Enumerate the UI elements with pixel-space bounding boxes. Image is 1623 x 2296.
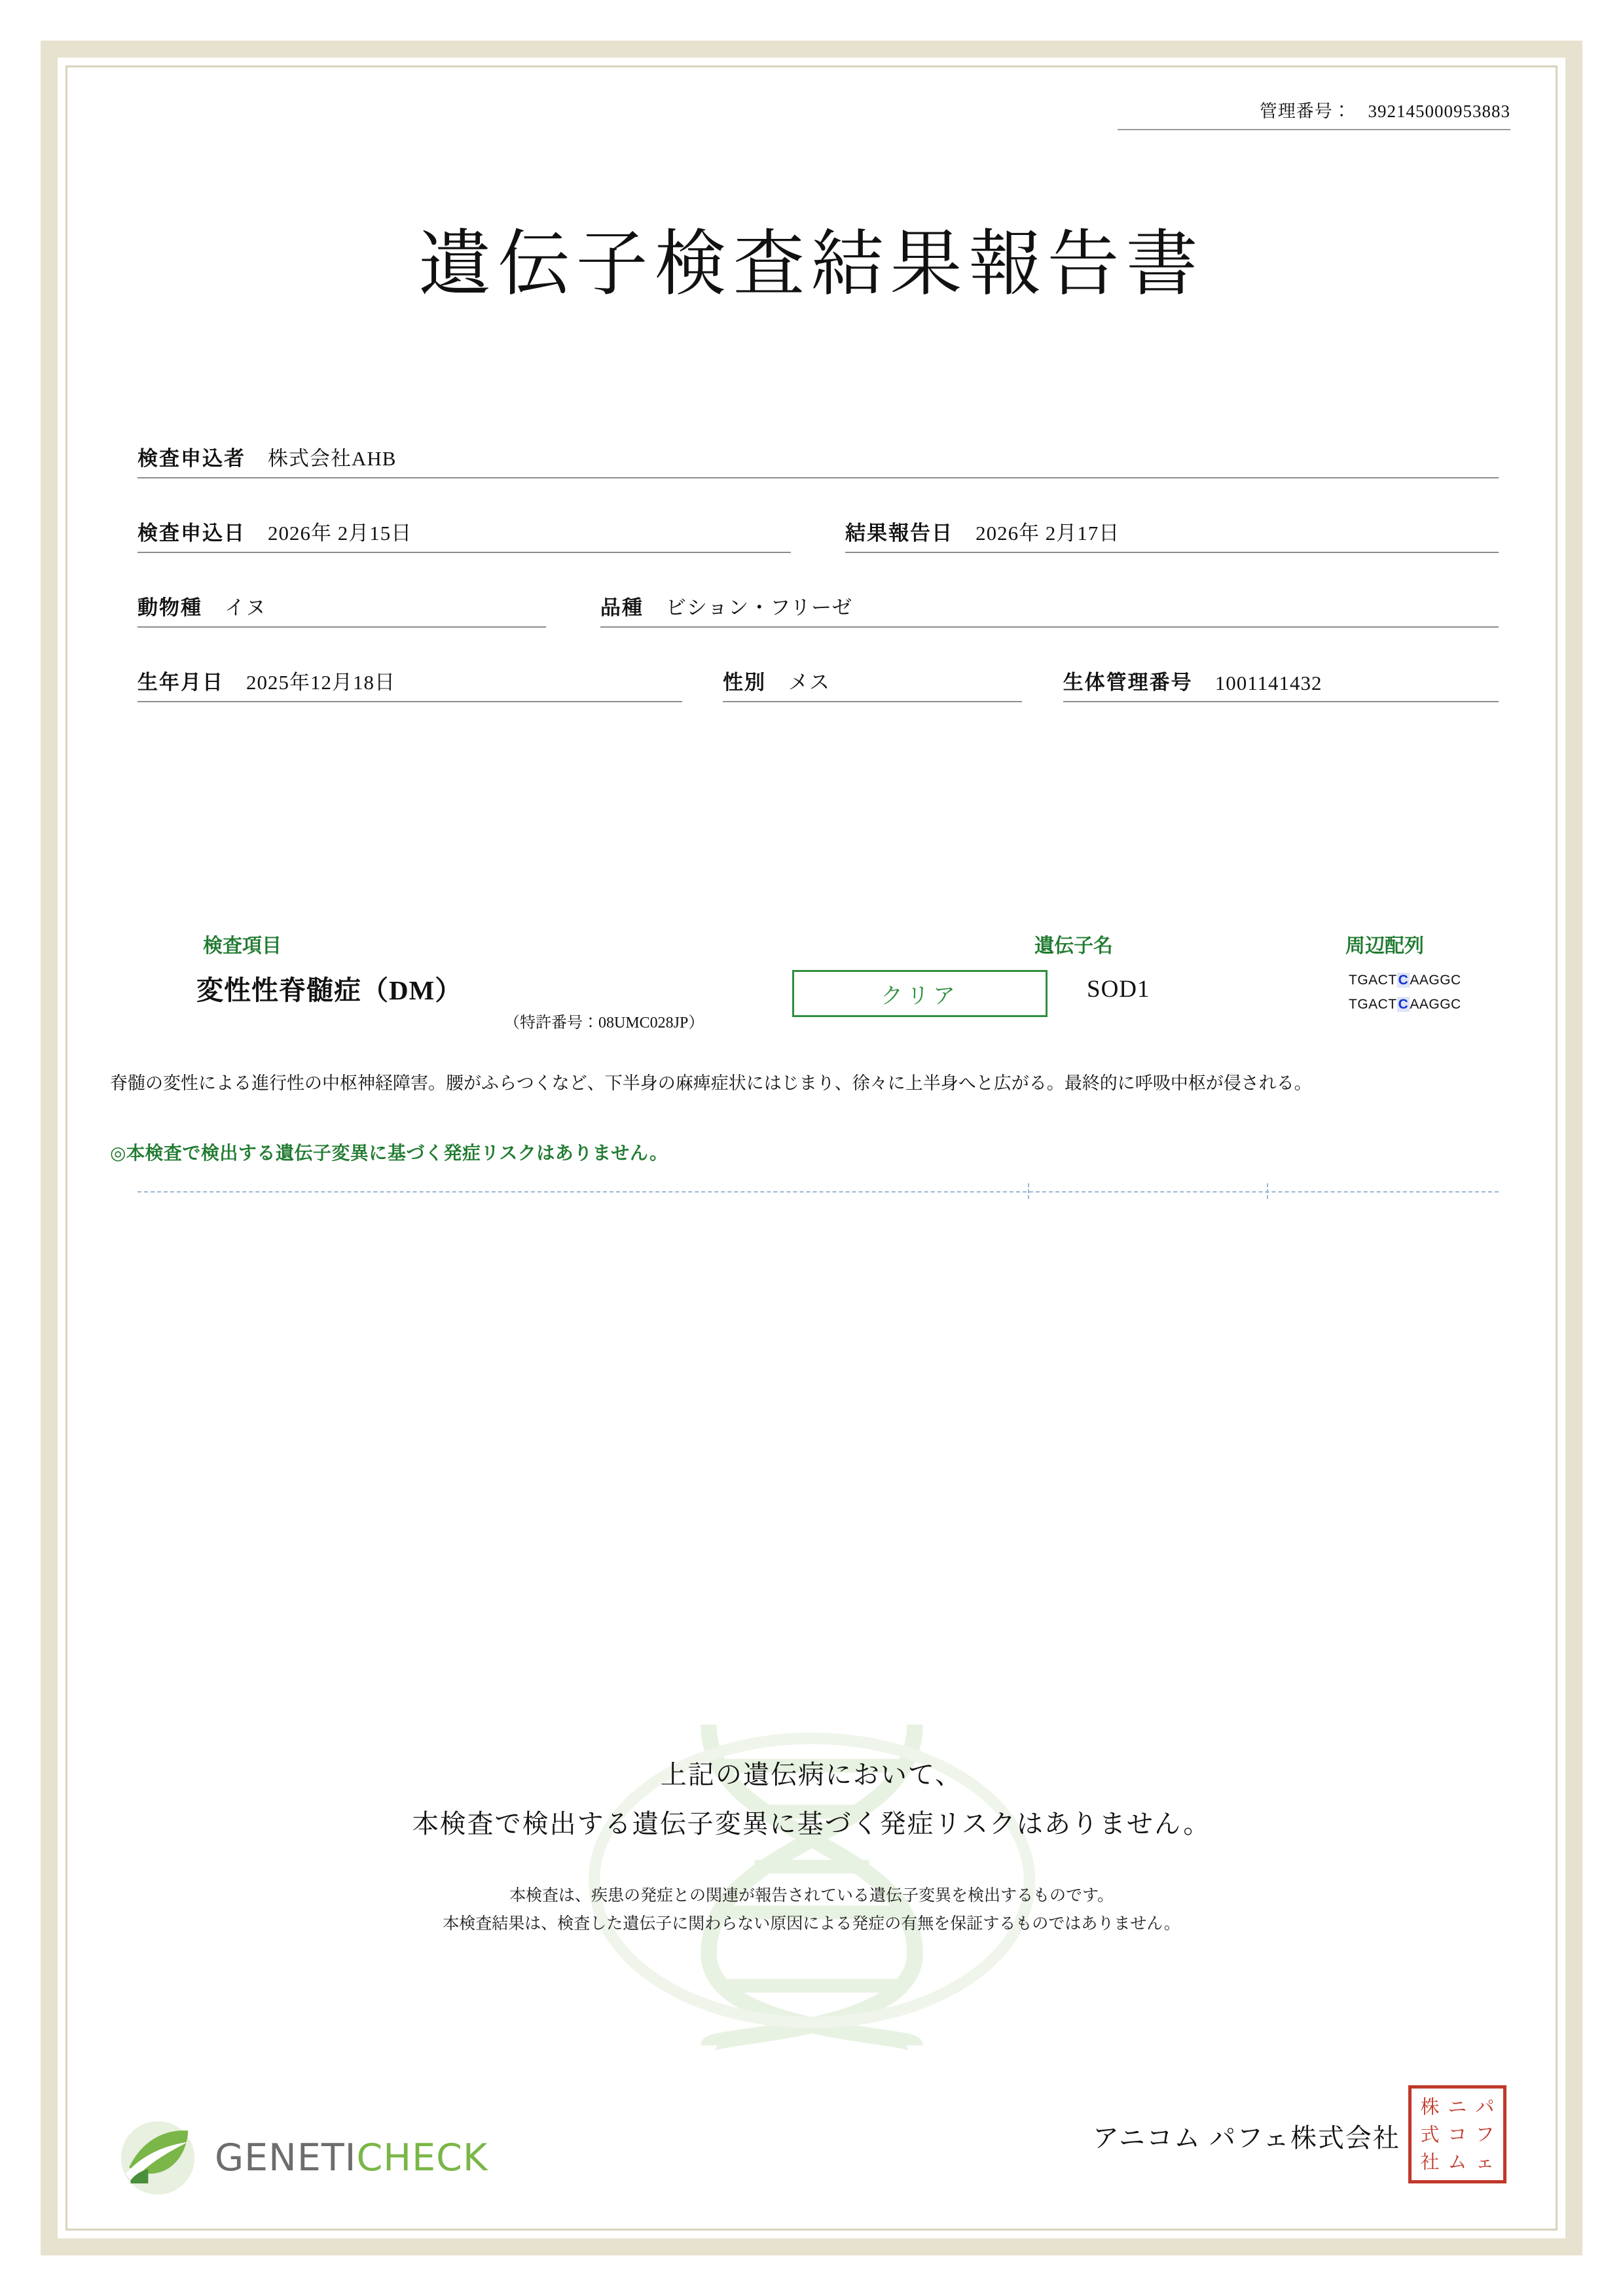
info-section bbox=[137, 442, 1499, 740]
document-content bbox=[98, 79, 1525, 2217]
seal-column-2 bbox=[1444, 2093, 1471, 2176]
seal-char-3-2: 式 bbox=[1420, 2123, 1440, 2145]
risk-note: ◎本検査で検出する遺伝子変異に基づく発症リスクはありません。 bbox=[110, 1143, 668, 1164]
seal-char-3-3: 社 bbox=[1420, 2150, 1440, 2173]
control-number-label: 管理番号： bbox=[1259, 101, 1351, 121]
control-number-value: 392145000953883 bbox=[1368, 101, 1510, 121]
leaf-logo-icon bbox=[118, 2118, 198, 2198]
disclaimer-line-1: 本検査は、疾患の発症との関連が報告されている遺伝子変異を検出するものです。 bbox=[509, 1886, 1114, 1905]
disclaimer-block bbox=[98, 1882, 1525, 1937]
seal-char-1-3: ェ bbox=[1475, 2150, 1495, 2173]
species-label: 動物種 bbox=[137, 596, 202, 619]
applicant-label: 検査申込者 bbox=[137, 447, 246, 470]
report-date-label: 結果報告日 bbox=[845, 522, 954, 545]
disclaimer-line-2: 本検査結果は、検査した遺伝子に関わらない原因による発症の有無を保証するものではありません。 bbox=[443, 1913, 1180, 1933]
header-test-item: 検査項目 bbox=[203, 935, 282, 957]
row-divider bbox=[137, 1191, 1499, 1193]
disease-name: 変性性脊髄症（DM） bbox=[196, 975, 463, 1005]
seal-char-2-1: ニ bbox=[1448, 2095, 1467, 2118]
field-applicant bbox=[137, 442, 1499, 478]
field-birthdate bbox=[137, 666, 682, 702]
divider-tick-2 bbox=[1267, 1183, 1268, 1199]
species-value: イヌ bbox=[225, 596, 266, 619]
summary-line-2: 本検査で検出する遺伝子変異に基づく発症リスクはありません。 bbox=[412, 1809, 1211, 1839]
birthdate-label: 生年月日 bbox=[137, 671, 224, 694]
info-row-dates bbox=[137, 516, 1499, 553]
info-row-identity bbox=[137, 666, 1499, 702]
summary-line-1: 上記の遺伝病において、 bbox=[660, 1760, 963, 1790]
sequence-suffix-1: AAGGC bbox=[1410, 973, 1461, 988]
breed-label: 品種 bbox=[600, 596, 644, 619]
seal-column-1 bbox=[1471, 2093, 1499, 2176]
header-gene-name: 遺伝子名 bbox=[1034, 935, 1113, 957]
result-status-text: クリア bbox=[881, 984, 959, 1009]
seal-char-1-1: パ bbox=[1475, 2095, 1495, 2118]
company-name: アニコム パフェ株式会社 bbox=[1093, 2123, 1400, 2153]
seal-char-2-2: コ bbox=[1448, 2123, 1467, 2145]
breed-value: ビション・フリーゼ bbox=[665, 596, 853, 619]
logo-wordmark bbox=[215, 2136, 488, 2179]
management-number-label: 生体管理番号 bbox=[1063, 671, 1193, 694]
summary-block bbox=[98, 1754, 1525, 1840]
divider-tick-1 bbox=[1028, 1183, 1029, 1199]
application-date-label: 検査申込日 bbox=[137, 522, 246, 545]
info-row-applicant bbox=[137, 442, 1499, 478]
result-status-badge bbox=[792, 970, 1048, 1017]
sequence-values bbox=[1349, 969, 1461, 1017]
field-application-date bbox=[137, 516, 791, 553]
seal-char-2-3: ム bbox=[1448, 2150, 1467, 2173]
page-title: 遺伝子検査結果報告書 bbox=[418, 222, 1205, 306]
geneticheck-logo bbox=[118, 2118, 488, 2198]
sex-value: メス bbox=[788, 671, 830, 694]
results-table-header bbox=[118, 929, 1505, 956]
sequence-line-2 bbox=[1349, 993, 1461, 1017]
disease-description: 脊髄の変性による進行性の中枢神経障害。腰がふらつくなど、下半身の麻痺症状にはじまり、徐々に上半身へと広がる。最終的に呼吸中枢が侵される。 bbox=[110, 1073, 1312, 1093]
company-seal bbox=[1408, 2085, 1506, 2183]
seal-char-3-1: 株 bbox=[1420, 2095, 1440, 2118]
field-sex bbox=[723, 666, 1022, 702]
field-management-number bbox=[1063, 666, 1499, 702]
gene-name-value: SOD1 bbox=[1087, 976, 1150, 1003]
sequence-prefix-2: TGACT bbox=[1349, 996, 1397, 1012]
field-breed bbox=[600, 591, 1499, 628]
sequence-prefix-1: TGACT bbox=[1349, 973, 1397, 988]
sequence-line-1 bbox=[1349, 969, 1461, 993]
management-number-value: 1001141432 bbox=[1214, 672, 1322, 694]
field-report-date bbox=[845, 516, 1499, 553]
logo-wordmark-a: GENETI bbox=[215, 2136, 357, 2179]
seal-column-3 bbox=[1416, 2093, 1444, 2176]
patent-number: （特許番号：08UMC028JP） bbox=[504, 1014, 704, 1031]
sequence-suffix-2: AAGGC bbox=[1410, 996, 1461, 1012]
report-date-value: 2026年 2月17日 bbox=[976, 522, 1120, 545]
logo-wordmark-b: CHECK bbox=[356, 2136, 488, 2179]
sequence-highlight-2: C bbox=[1398, 996, 1409, 1012]
sex-label: 性別 bbox=[722, 671, 766, 694]
control-number bbox=[1118, 97, 1510, 130]
application-date-value: 2026年 2月15日 bbox=[268, 522, 412, 545]
birthdate-value: 2025年12月18日 bbox=[246, 671, 395, 694]
field-species bbox=[137, 591, 546, 628]
applicant-value: 株式会社AHB bbox=[268, 447, 397, 470]
info-row-animal bbox=[137, 591, 1499, 628]
header-sequence: 周辺配列 bbox=[1345, 935, 1424, 957]
sequence-highlight-1: C bbox=[1398, 973, 1409, 988]
seal-char-1-2: フ bbox=[1475, 2123, 1495, 2145]
